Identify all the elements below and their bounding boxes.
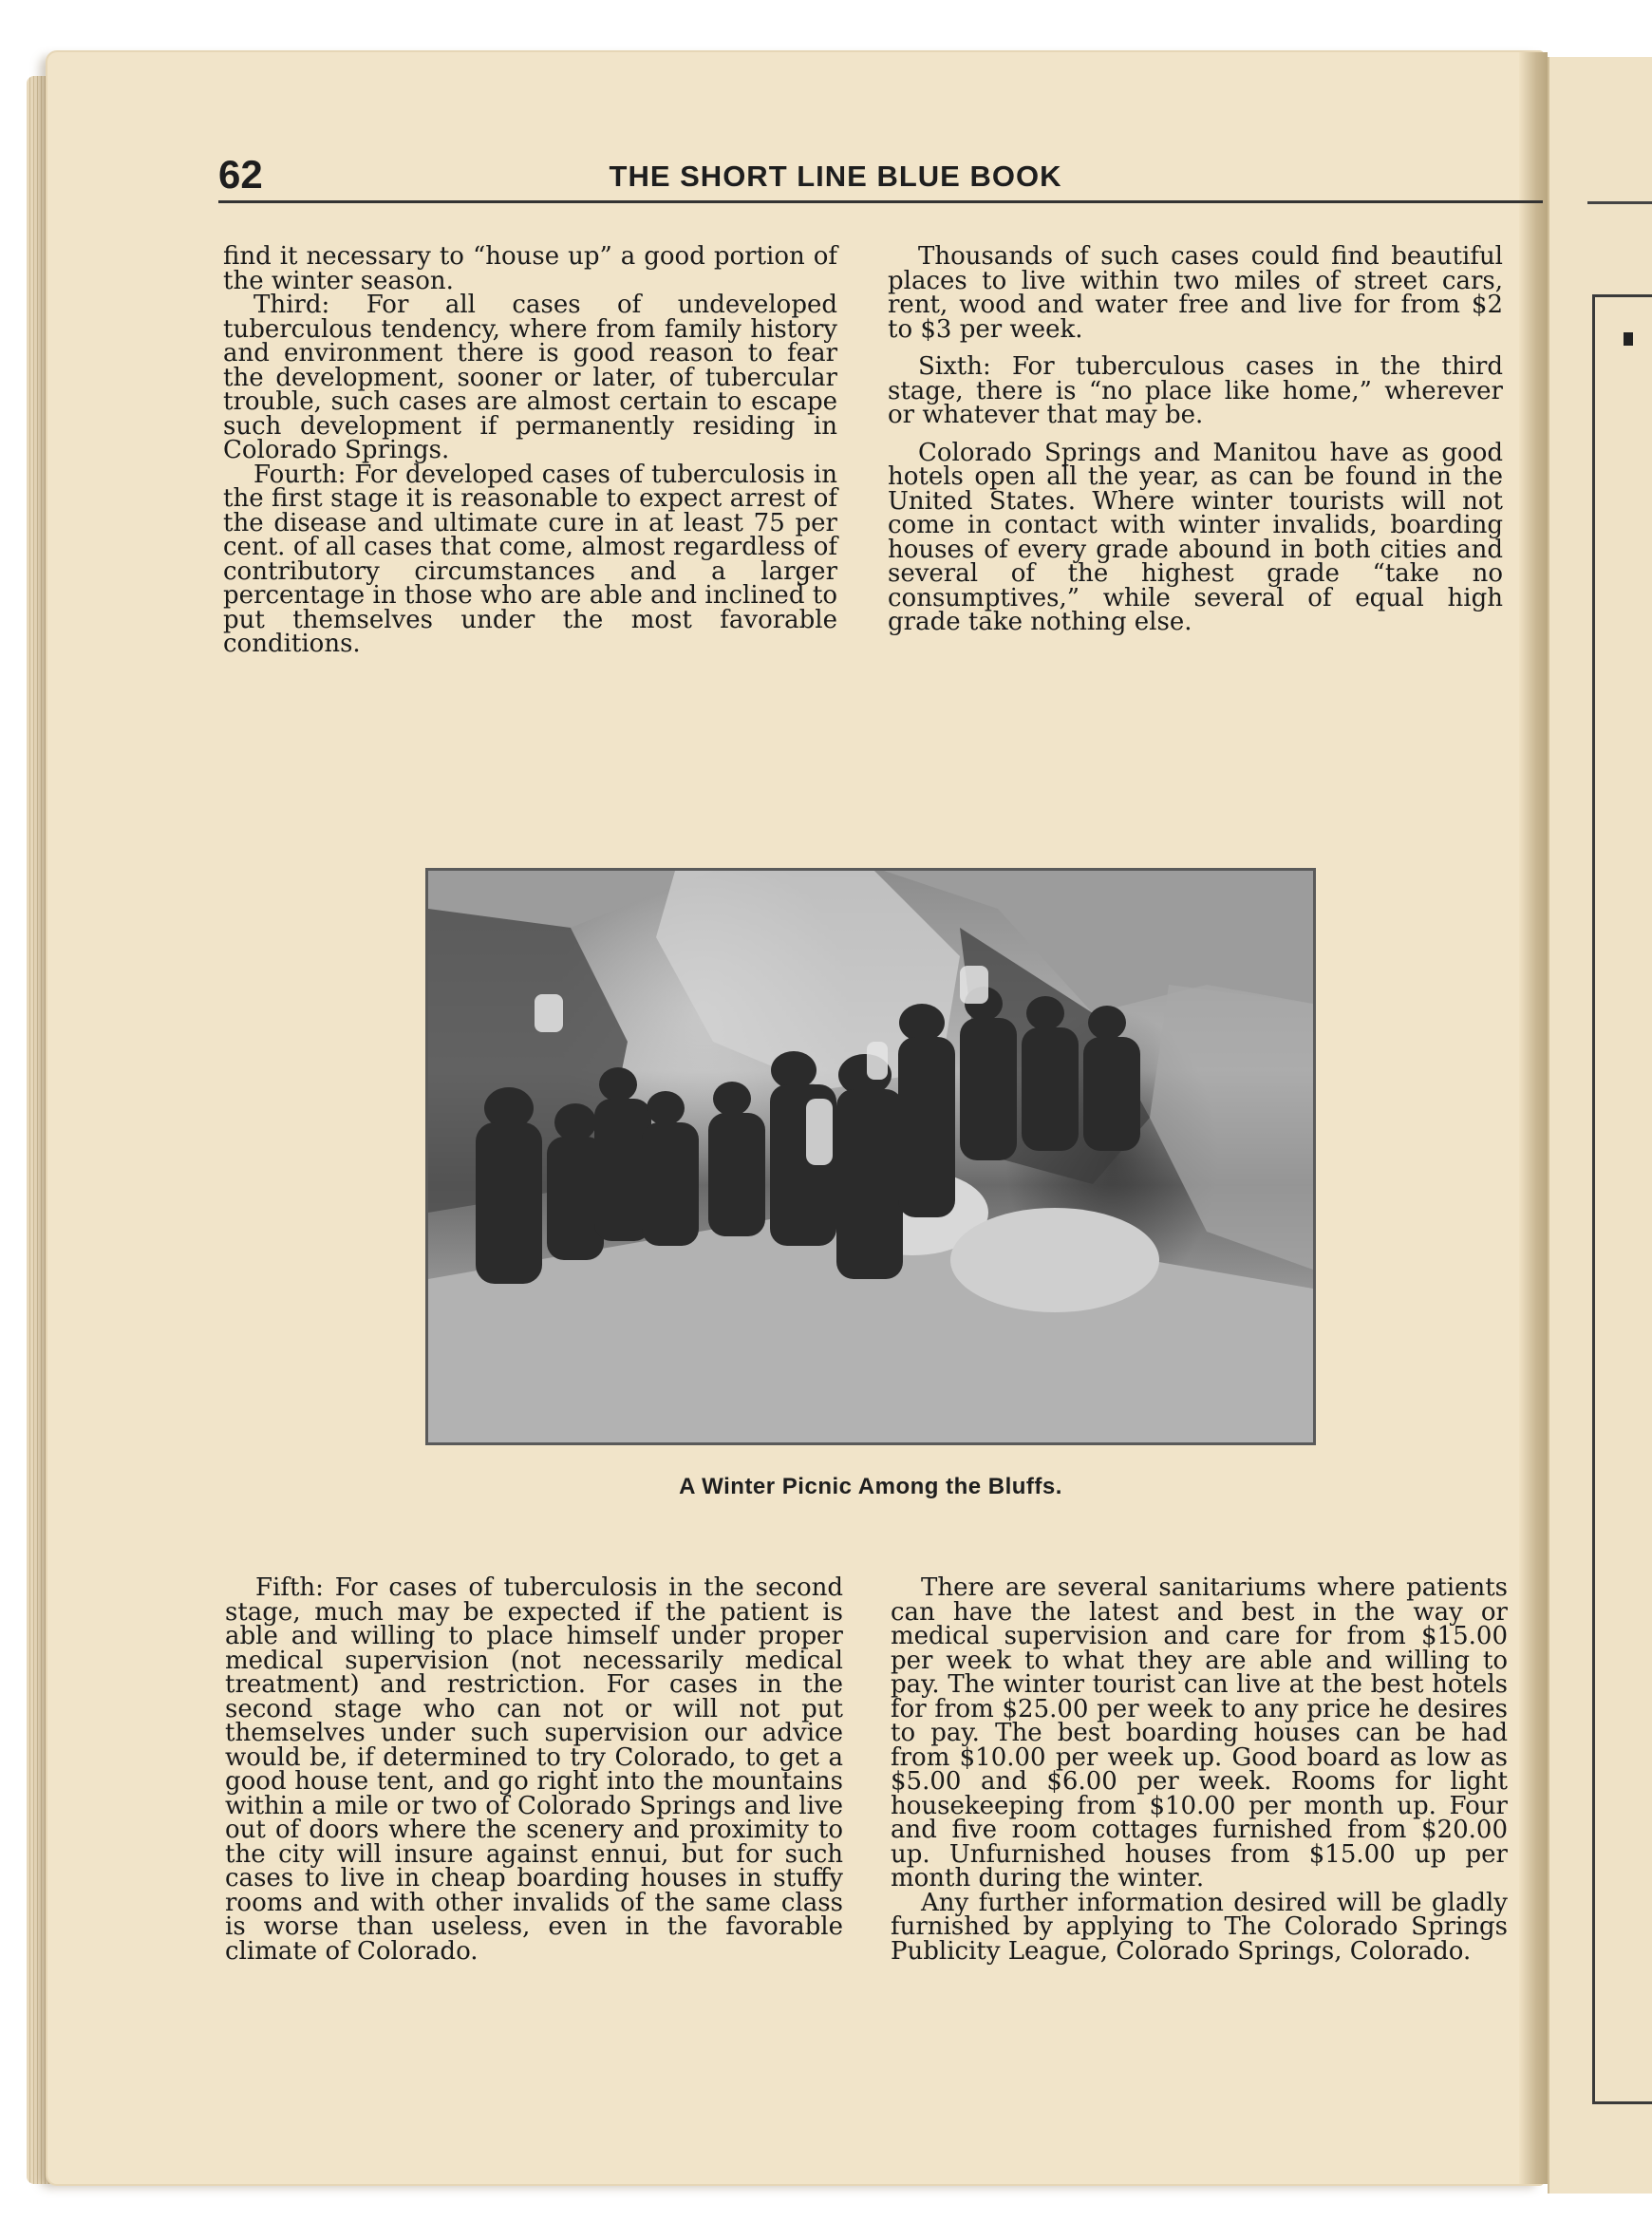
header-rule (218, 200, 1543, 203)
picnic-photo (425, 868, 1316, 1445)
book-gutter (1519, 52, 1548, 2184)
paragraph: Colorado Springs and Manitou have as good hotels open all the year, as can be found in the United States. Where winter tourists will not come in contact with winter invalids, boarding houses of every grade abound in both cities and several of the highest grade “take no consumptives,” while several of equal high grade take nothing else. (888, 438, 1503, 636)
facing-page-rule (1587, 201, 1652, 204)
page-header (218, 152, 1543, 199)
photo-illustration (428, 871, 1313, 1442)
paragraph: Sixth: For tuberculous cases in the third stage, there is “no place like home,” wherever or whatever that may be. (888, 352, 1503, 429)
photo-caption: A Winter Picnic Among the Bluffs. (679, 1474, 1062, 1499)
paragraph: Fifth: For cases of tuberculosis in the second stage, much may be expected if the patient is able and willing to place himself under proper medical supervision (not necessarily medical treatment) and restriction. For cases in the second stage who can not or will not put themselves under such supervision our advice would be, if determined to try Colorado, to get a good house tent, and go right into the mountains within a mile or two of Colorado Springs and live out of doors where the scenery and proximity to the city will insure against ennui, but for such cases to live in cheap boarding houses in stuffy rooms and with other invalids of the same class is worse than useless, even in the favorable climate of Colorado. (225, 1573, 843, 1966)
top-right-column (888, 242, 1503, 636)
paragraph: Any further information desired will be gladly furnished by applying to The Colorado Springs Publicity League, Colorado Springs, Colorado. (891, 1888, 1508, 1966)
facing-page-frame (1592, 294, 1652, 2104)
facing-page-mark (1624, 332, 1633, 346)
paragraph: Fourth: For developed cases of tuberculosis in the first stage it is reasonable to expect arrest of the disease and ultimate cure in at least 75 per cent. of all cases that come, almost regardless of contributory circumstances and a larger percentage in those who are able and inclined to put themselves under the most favorable conditions. (223, 460, 837, 658)
bottom-right-column (891, 1573, 1508, 1966)
paragraph: Thousands of such cases could find beautiful places to live within two miles of street cars, rent, wood and water free and live for from $2 to $3 per week. (888, 242, 1503, 344)
top-left-column (223, 242, 837, 658)
paragraph: There are several sanitariums where patients can have the latest and best in the way or medical supervision and care for from $15.00 per week to what they are able and willing to pay. The winter tourist can live at the best hotels for from $25.00 per week to any price he desires to pay. The best boarding houses can be had from $10.00 per week up. Good board as low as $5.00 and $6.00 per week. Rooms for light housekeeping from $10.00 per month up. Four and five room cottages furnished from $20.00 up. Unfurnished houses from $15.00 up per month during the winter. (891, 1573, 1508, 1892)
page-number: 62 (218, 152, 263, 197)
bottom-left-column (225, 1573, 843, 1966)
facing-page-edge (1548, 57, 1652, 2194)
paragraph: find it necessary to “house up” a good portion of the winter season. (223, 242, 837, 295)
paragraph: Third: For all cases of undeveloped tuberculous tendency, where from family history and environment there is good reason to fear the development, sooner or later, of tubercular trouble, such cases are almost certain to escape such development if permanently residing in Colorado Springs. (223, 291, 837, 464)
running-title: THE SHORT LINE BLUE BOOK (609, 160, 1062, 193)
